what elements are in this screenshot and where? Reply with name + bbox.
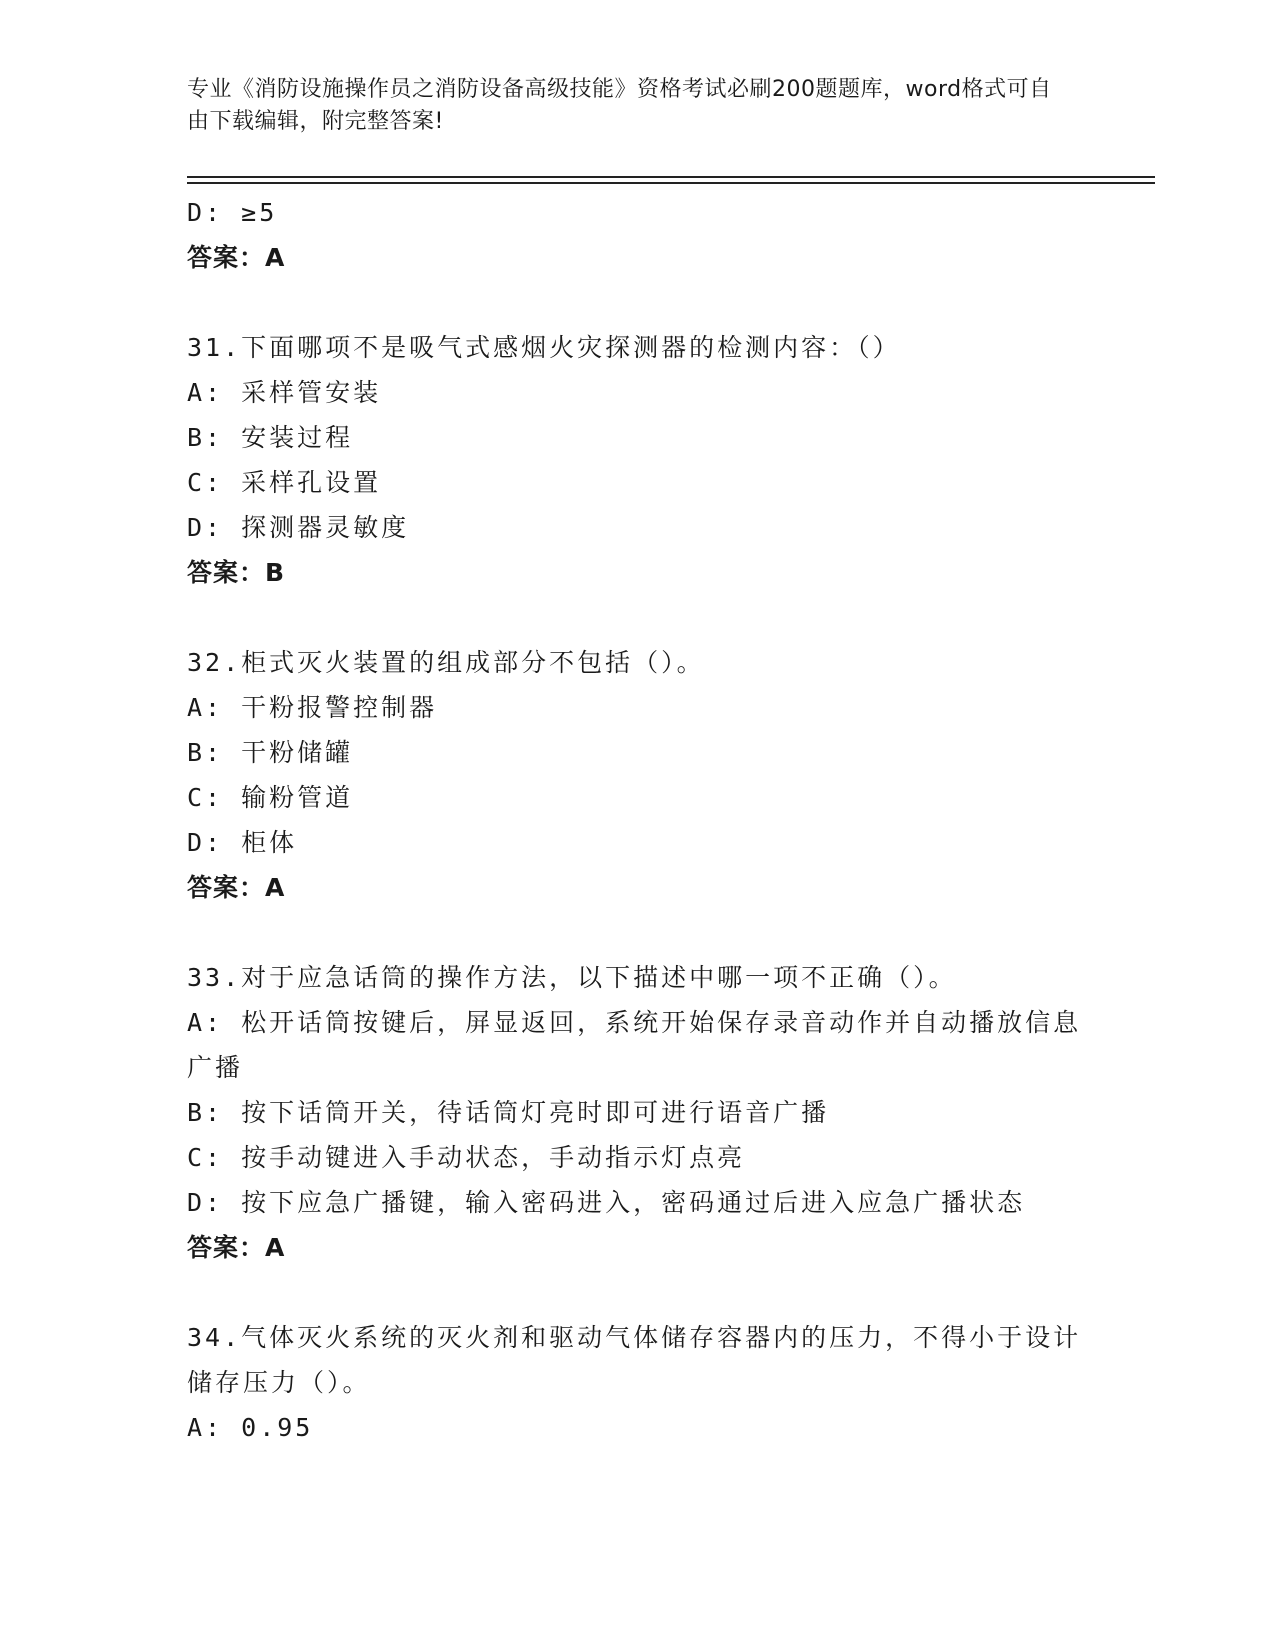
question-31 [187, 325, 1087, 595]
spacer [187, 595, 1087, 640]
header-rule-bottom [187, 182, 1155, 184]
option-a: A: 0.95 [187, 1413, 314, 1442]
option-a: A: 松开话筒按键后，屏显返回，系统开始保存录音动作并自动播放信息广播 [187, 1008, 1082, 1082]
spacer [187, 280, 1087, 325]
question-text: 32.柜式灭火装置的组成部分不包括（）。 [187, 648, 705, 677]
prev-option-d: D: ≥5 [187, 198, 278, 227]
question-34 [187, 1315, 1087, 1450]
option-d: D: 按下应急广播键，输入密码进入，密码通过后进入应急广播状态 [187, 1188, 1026, 1217]
answer: 答案：B [187, 558, 286, 587]
answer: 答案：A [187, 873, 286, 902]
question-list [187, 190, 1087, 1450]
option-a: A: 采样管安装 [187, 378, 382, 407]
question-text: 31.下面哪项不是吸气式感烟火灾探测器的检测内容：（） [187, 333, 901, 362]
question-text: 34.气体灭火系统的灭火剂和驱动气体储存容器内的压力，不得小于设计储存压力（）。 [187, 1323, 1082, 1397]
question-33 [187, 955, 1087, 1270]
document-header: 专业《消防设施操作员之消防设备高级技能》资格考试必刷200题题库，word格式可自由下载编辑，附完整答案! [187, 77, 1052, 134]
answer: 答案：A [187, 1233, 286, 1262]
option-c: C: 按手动键进入手动状态，手动指示灯点亮 [187, 1143, 746, 1172]
question-text: 33.对于应急话筒的操作方法，以下描述中哪一项不正确（）。 [187, 963, 957, 992]
option-d: D: 探测器灵敏度 [187, 513, 410, 542]
spacer [187, 1270, 1087, 1315]
option-d: D: 柜体 [187, 828, 298, 857]
option-b: B: 安装过程 [187, 423, 354, 452]
option-c: C: 采样孔设置 [187, 468, 382, 497]
option-b: B: 按下话筒开关，待话筒灯亮时即可进行语音广播 [187, 1098, 830, 1127]
question-32 [187, 640, 1087, 910]
prev-answer: 答案：A [187, 243, 286, 272]
header-rule-top [187, 176, 1155, 178]
option-b: B: 干粉储罐 [187, 738, 354, 767]
option-a: A: 干粉报警控制器 [187, 693, 438, 722]
spacer [187, 910, 1087, 955]
option-c: C: 输粉管道 [187, 783, 354, 812]
